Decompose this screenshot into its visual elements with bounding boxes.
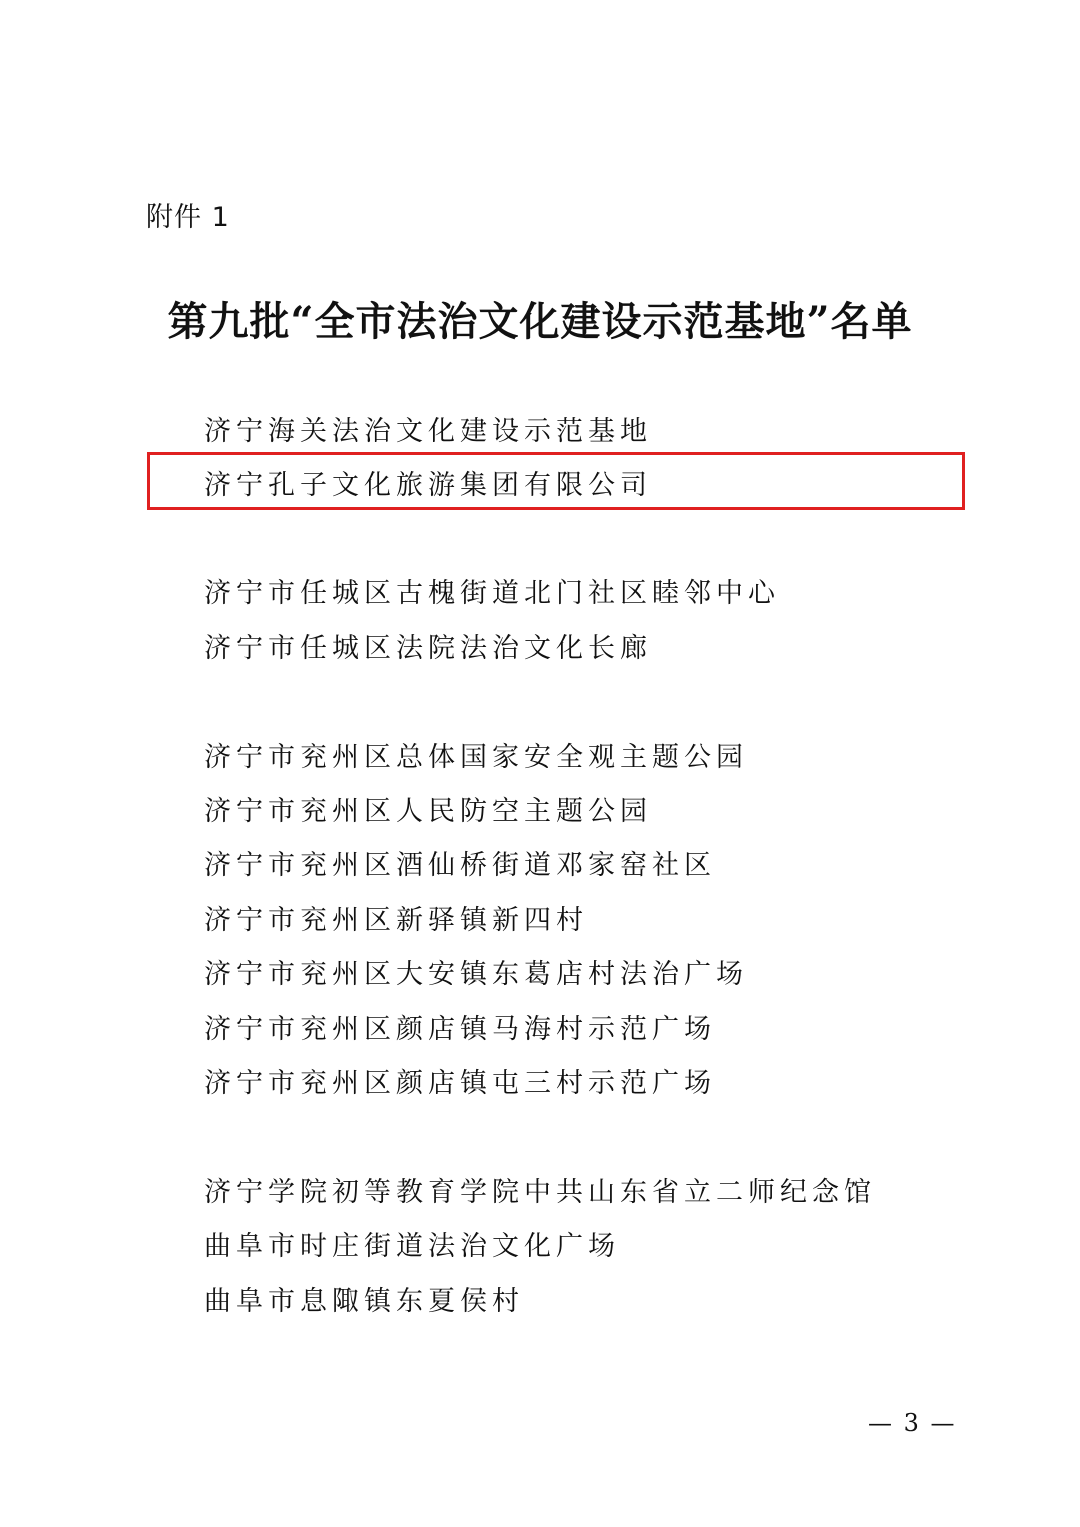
list-item: 济宁海关法治文化建设示范基地 [204, 416, 652, 447]
document-title: 第九批“全市法治文化建设示范基地”名单 [167, 298, 913, 345]
list-item: 济宁市兖州区颜店镇屯三村示范广场 [204, 1068, 716, 1099]
list-item-highlighted: 济宁孔子文化旅游集团有限公司 [204, 470, 652, 501]
list-item: 济宁市任城区古槐街道北门社区睦邻中心 [204, 578, 780, 609]
attachment-label: 附件 1 [146, 202, 230, 233]
page-number: — 3 — [868, 1409, 957, 1437]
list-item: 济宁市兖州区人民防空主题公园 [204, 796, 652, 827]
list-item: 曲阜市息陬镇东夏侯村 [204, 1286, 524, 1317]
list-item: 曲阜市时庄街道法治文化广场 [204, 1231, 620, 1262]
list-item: 济宁市兖州区酒仙桥街道邓家窑社区 [204, 850, 716, 881]
list-item: 济宁学院初等教育学院中共山东省立二师纪念馆 [204, 1177, 876, 1208]
list-item: 济宁市任城区法院法治文化长廊 [204, 633, 652, 664]
list-item: 济宁市兖州区总体国家安全观主题公园 [204, 742, 748, 773]
list-item: 济宁市兖州区新驿镇新四村 [204, 905, 588, 936]
list-item: 济宁市兖州区颜店镇马海村示范广场 [204, 1014, 716, 1045]
list-item: 济宁市兖州区大安镇东葛店村法治广场 [204, 959, 748, 990]
